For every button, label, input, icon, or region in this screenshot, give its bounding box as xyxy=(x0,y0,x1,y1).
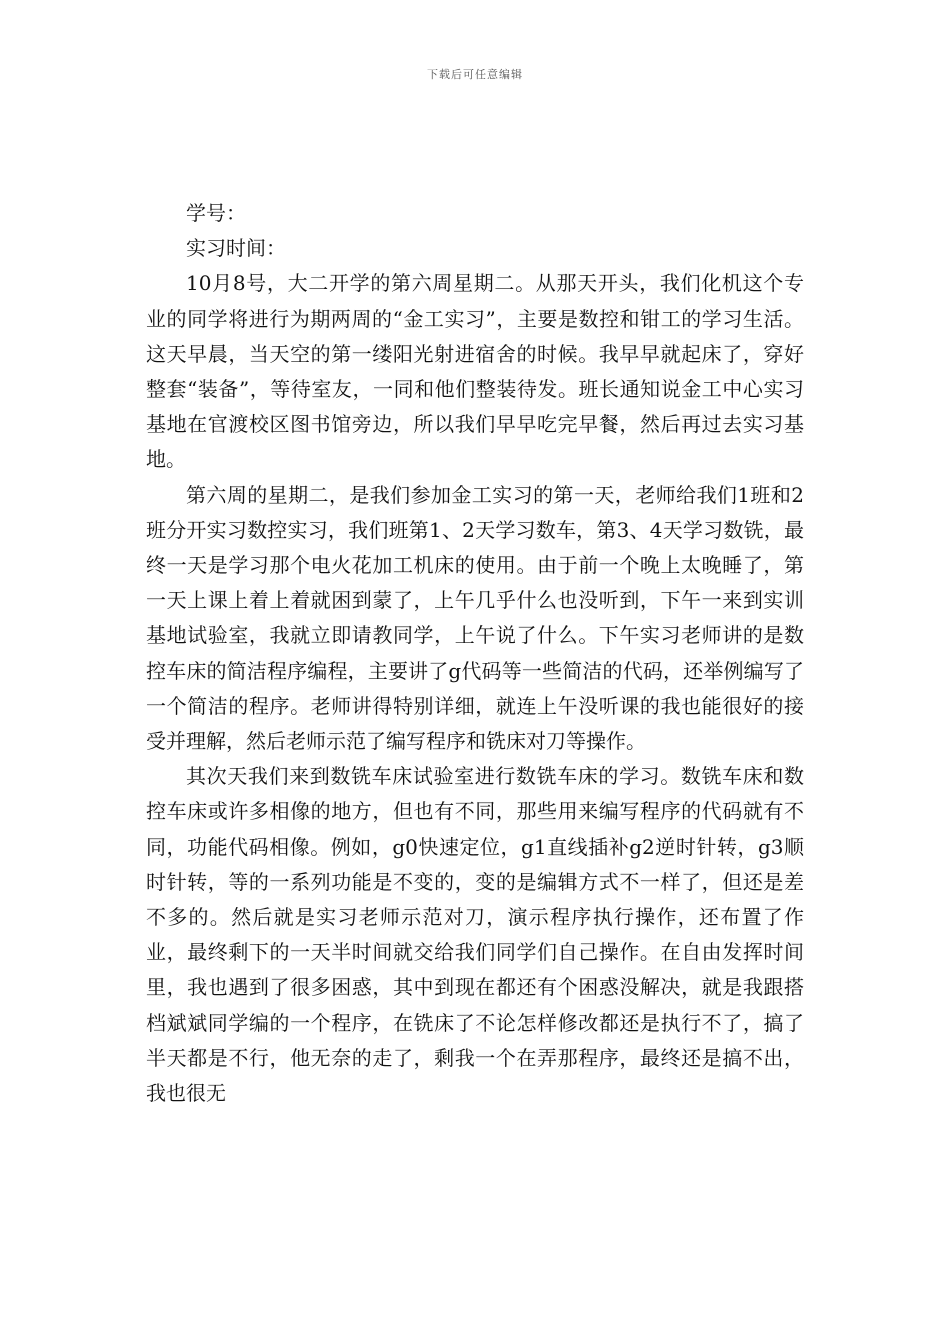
paragraph: 其次天我们来到数铣车床试验室进行数铣车床的学习。数铣车床和数控车床或许多相像的地方，但也有不同，那些用来编写程序的代码就有不同，功能代码相像。例如，g0快速定位，g1直线插补g2逆时针转，g3顺时针转，等的一系列功能是不变的，变的是编辑方式不一样了，但还是差不多的。然后就是实习老师示范对刀，演示程序执行操作，还布置了作业，最终剩下的一天半时间就交给我们同学们自己操作。在自由发挥时间里，我也遇到了很多困惑，其中到现在都还有个困惑没解决，就是我跟搭档斌斌同学编的一个程序，在铣床了不论怎样修改都还是执行不了，搞了半天都是不行，他无奈的走了，剩我一个在弄那程序，最终还是搞不出，我也很无 xyxy=(146,764,804,1106)
document-body xyxy=(146,196,804,1111)
paragraph: 10月8号，大二开学的第六周星期二。从那天开头，我们化机这个专业的同学将进行为期两周的“金工实习”，主要是数控和钳工的学习生活。这天早晨，当天空的第一缕阳光射进宿舍的时候。我早早就起床了，穿好整套“装备”，等待室友，一同和他们整装待发。班长通知说金工中心实习基地在官渡校区图书馆旁边，所以我们早早吃完早餐，然后再过去实习基地。 xyxy=(146,271,804,472)
field-internship-time: 实习时间： xyxy=(186,236,286,261)
paragraph: 第六周的星期二，是我们参加金工实习的第一天，老师给我们1班和2班分开实习数控实习，我们班第1、2天学习数车，第3、4天学习数铣，最终一天是学习那个电火花加工机床的使用。由于前一个晚上太晚睡了，第一天上课上着上着就困到蒙了，上午几乎什么也没听到，下午一来到实训基地试验室，我就立即请教同学，上午说了什么。下午实习老师讲的是数控车床的简洁程序编程，主要讲了g代码等一些简洁的代码，还举例编写了一个简洁的程序。老师讲得特别详细，就连上午没听课的我也能很好的接受并理解，然后老师示范了编写程序和铣床对刀等操作。 xyxy=(146,482,804,754)
field-student-id: 学号： xyxy=(186,201,246,225)
page-header: 下载后可任意编辑 xyxy=(427,68,523,81)
